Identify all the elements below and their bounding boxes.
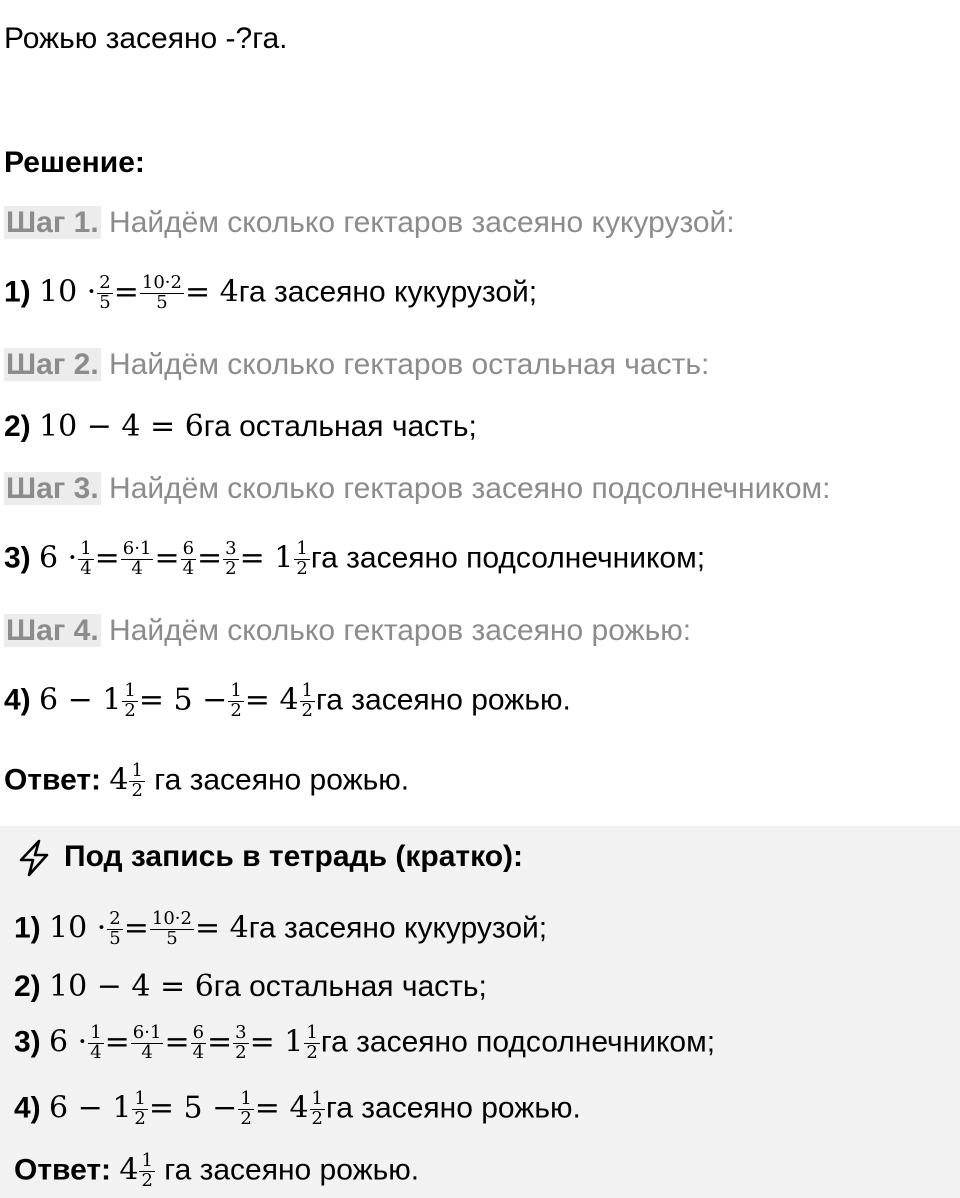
equals: = xyxy=(123,910,149,946)
fraction: $\frac{1}{2}$ xyxy=(131,760,143,801)
calc-1 xyxy=(4,274,537,313)
fraction: $\frac{3}{2}$ xyxy=(235,1022,247,1063)
calc-3-number: 3) xyxy=(4,541,31,575)
calc-4-tail: га засеяно рожью. xyxy=(315,683,571,717)
fraction: $\frac{3}{2}$ xyxy=(225,538,237,579)
fraction: $\frac{6\cdot 1}{4}$ xyxy=(122,538,152,579)
fraction: $\frac{10\cdot 2}{5}$ xyxy=(141,272,182,313)
fraction: $\frac{1}{2}$ xyxy=(141,1150,153,1191)
step-4 xyxy=(4,616,691,646)
calc-4-term: 6 − 1 xyxy=(49,1090,132,1126)
summary-box xyxy=(0,826,960,1198)
equals: = xyxy=(197,540,223,576)
calc-3 xyxy=(4,540,705,579)
calc-3-tail: га засеяно подсолнечником; xyxy=(320,1025,716,1059)
calc-1-number: 1) xyxy=(14,911,41,945)
equals: = xyxy=(154,540,180,576)
calc-1-tail: га засеяно кукурузой; xyxy=(248,911,548,945)
calc-4 xyxy=(4,682,571,721)
fraction: $\frac{1}{2}$ xyxy=(296,538,308,579)
summary-calc-2 xyxy=(14,969,487,1004)
fraction: $\frac{1}{2}$ xyxy=(301,680,313,721)
step-1 xyxy=(4,208,735,238)
equals: = 1 xyxy=(249,1024,304,1060)
calc-3-term: 6 · xyxy=(39,540,78,576)
calc-1-tail: га засеяно кукурузой; xyxy=(238,275,538,309)
calc-2-number: 2) xyxy=(14,970,41,1003)
fraction: $\frac{2}{5}$ xyxy=(99,272,111,313)
step-1-label: Шаг 1. xyxy=(6,206,99,239)
calc-2-number: 2) xyxy=(4,410,31,443)
answer xyxy=(4,762,409,801)
equals: = xyxy=(113,274,139,310)
summary-calc-4 xyxy=(14,1090,581,1129)
fraction: $\frac{1}{2}$ xyxy=(134,1088,146,1129)
fraction: $\frac{1}{2}$ xyxy=(311,1088,323,1129)
answer-tail: га засеяно рожью. xyxy=(154,763,410,797)
fraction: $\frac{1}{2}$ xyxy=(230,680,242,721)
calc-4-result: = 4 xyxy=(254,1090,309,1126)
fraction: $\frac{2}{5}$ xyxy=(109,908,121,949)
step-3 xyxy=(4,474,830,504)
calc-3-number: 3) xyxy=(14,1025,41,1059)
step-4-text: Найдём сколько гектаров засеяно рожью: xyxy=(109,614,692,647)
lightning-icon xyxy=(14,838,54,878)
question-text: Рожью засеяно -?га. xyxy=(4,22,288,55)
calc-4-result: = 4 xyxy=(244,682,299,718)
fraction: $\frac{6}{4}$ xyxy=(192,1022,205,1063)
summary-title: Под запись в тетрадь (кратко): xyxy=(64,839,524,873)
calc-4-term: 6 − 1 xyxy=(39,682,122,718)
fraction: $\frac{6}{4}$ xyxy=(182,538,195,579)
calc-1-term: 10 · xyxy=(39,274,97,310)
calc-1-number: 1) xyxy=(4,275,31,309)
step-2-label: Шаг 2. xyxy=(6,348,99,381)
fraction: $\frac{10\cdot 2}{5}$ xyxy=(151,908,192,949)
equals: = xyxy=(164,1024,190,1060)
calc-4-number: 4) xyxy=(4,683,31,717)
fraction: $\frac{1}{2}$ xyxy=(306,1022,318,1063)
equals: = xyxy=(94,540,120,576)
calc-4-mid: = 5 − xyxy=(138,682,228,718)
fraction: $\frac{1}{2}$ xyxy=(124,680,136,721)
calc-4-number: 4) xyxy=(14,1091,41,1125)
fraction: $\frac{1}{4}$ xyxy=(90,1022,102,1063)
step-1-text: Найдём сколько гектаров засеяно кукурузой: xyxy=(109,206,735,239)
equals: = xyxy=(104,1024,130,1060)
summary-calc-3 xyxy=(14,1024,715,1063)
step-2 xyxy=(4,350,709,380)
calc-2 xyxy=(4,409,477,444)
summary-calc-1 xyxy=(14,910,547,949)
fraction: $\frac{6\cdot 1}{4}$ xyxy=(132,1022,162,1063)
answer-tail: га засеяно рожью. xyxy=(164,1153,420,1187)
equals: = 1 xyxy=(239,540,294,576)
step-2-text: Найдём сколько гектаров остальная часть: xyxy=(109,348,710,381)
step-4-label: Шаг 4. xyxy=(6,614,99,647)
calc-3-tail: га засеяно подсолнечником; xyxy=(310,541,706,575)
calc-4-mid: = 5 − xyxy=(148,1090,238,1126)
calc-1-result: = 4 xyxy=(184,274,239,310)
calc-2-expr: 10 − 4 = 6 xyxy=(49,969,214,1004)
answer-label: Ответ: xyxy=(4,763,102,797)
answer-whole: 4 xyxy=(119,1152,139,1188)
summary-title-row xyxy=(14,838,523,878)
calc-2-expr: 10 − 4 = 6 xyxy=(39,409,204,444)
answer-label: Ответ: xyxy=(14,1153,112,1187)
calc-3-term: 6 · xyxy=(49,1024,88,1060)
calc-1-result: = 4 xyxy=(194,910,249,946)
summary-answer xyxy=(14,1152,419,1191)
fraction: $\frac{1}{2}$ xyxy=(240,1088,252,1129)
answer-whole: 4 xyxy=(109,762,129,798)
step-3-label: Шаг 3. xyxy=(6,472,99,505)
calc-2-tail: га остальная часть; xyxy=(213,970,487,1003)
equals: = xyxy=(207,1024,233,1060)
fraction: $\frac{1}{4}$ xyxy=(80,538,92,579)
calc-4-tail: га засеяно рожью. xyxy=(325,1091,581,1125)
calc-2-tail: га остальная часть; xyxy=(203,410,477,443)
solution-heading: Решение: xyxy=(4,146,145,179)
step-3-text: Найдём сколько гектаров засеяно подсолнечником: xyxy=(109,472,831,505)
calc-1-term: 10 · xyxy=(49,910,107,946)
